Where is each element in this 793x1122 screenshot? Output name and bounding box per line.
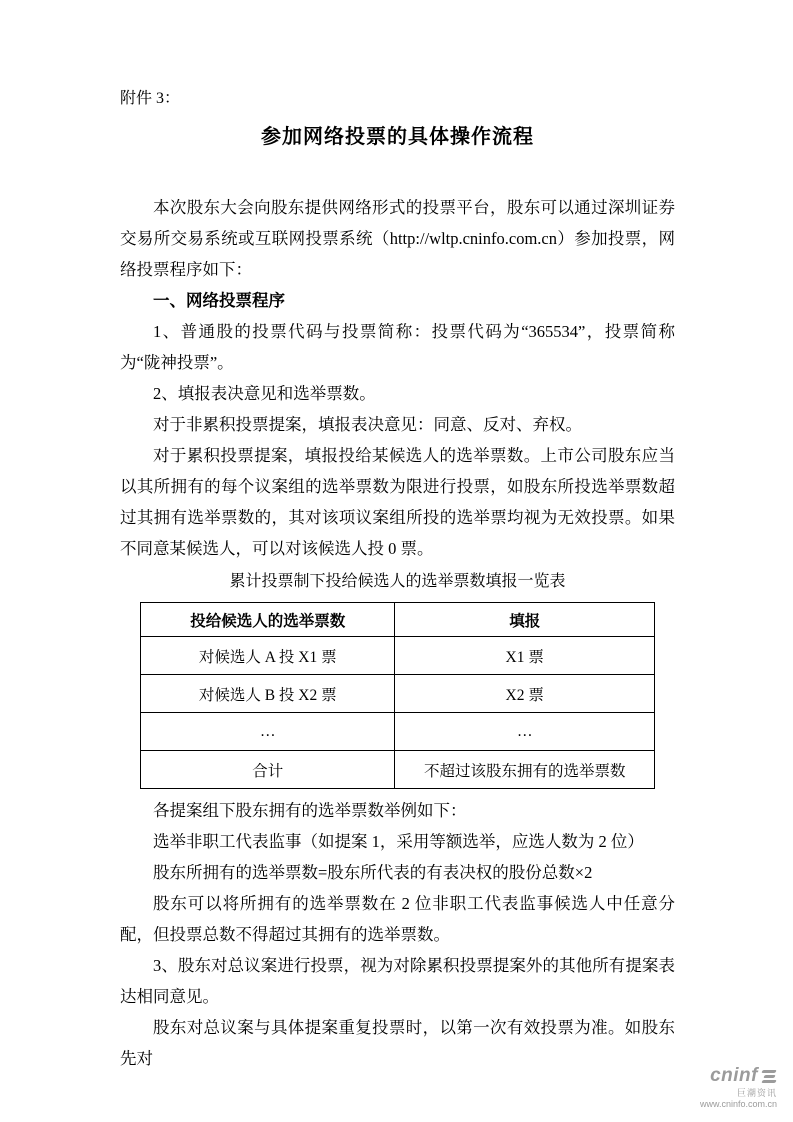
table-cell: 合计 — [141, 751, 395, 789]
table-row — [141, 713, 655, 751]
paragraph-general-proposal: 3、股东对总议案进行投票，视为对除累积投票提案外的其他所有提案表达相同意见。 — [120, 956, 675, 1006]
table-row — [141, 751, 655, 789]
paragraph-non-cumulative: 对于非累积投票提案，填报表决意见：同意、反对、弃权。 — [153, 415, 582, 434]
paragraph-example-formula: 股东所拥有的选举票数=股东所代表的有表决权的股份总数×2 — [153, 863, 593, 882]
table-cell: … — [395, 713, 655, 751]
cumulative-vote-table — [140, 602, 655, 789]
paragraph-fill-opinion: 2、填报表决意见和选举票数。 — [153, 384, 376, 403]
table-cell: 对候选人 B 投 X2 票 — [141, 675, 395, 713]
table-row — [141, 675, 655, 713]
cninfo-logo-text: cninf — [710, 1065, 758, 1087]
table-cell: 不超过该股东拥有的选举票数 — [395, 751, 655, 789]
table-cell: X2 票 — [395, 675, 655, 713]
section-heading-1: 一、网络投票程序 — [153, 291, 285, 310]
cninfo-logo-row — [667, 1066, 777, 1087]
cninfo-brand-cn: 巨潮资讯 — [736, 1088, 777, 1099]
paragraph-example-supervisor: 选举非职工代表监事（如提案 1，采用等额选举，应选人数为 2 位） — [153, 832, 644, 851]
paragraph-example-distribution: 股东可以将所拥有的选举票数在 2 位非职工代表监事候选人中任意分配，但投票总数不得超过其拥有的选举票数。 — [120, 894, 675, 944]
document-title: 参加网络投票的具体操作流程 — [261, 126, 534, 148]
table-header-cell: 投给候选人的选举票数 — [141, 603, 395, 637]
table-row — [141, 637, 655, 675]
cninfo-url: www.cninfo.com.cn — [699, 1099, 777, 1110]
paragraph-cumulative: 对于累积投票提案，填报投给某候选人的选举票数。上市公司股东应当以其所拥有的每个议案组的选举票数为限进行投票，如股东所投选举票数超过其拥有选举票数的，其对该项议案组所投的选举票均视为无效投票。如果不同意某候选人，可以对该候选人投 0 票。 — [120, 446, 675, 558]
paragraph-vote-code: 1、普通股的投票代码与投票简称：投票代码为“365534”，投票简称为“陇神投票”。 — [120, 322, 675, 372]
paragraph-duplicate-vote: 股东对总议案与具体提案重复投票时，以第一次有效投票为准。如股东先对 — [120, 1018, 675, 1068]
table-caption: 累计投票制下投给候选人的选举票数填报一览表 — [229, 573, 566, 590]
table-cell: X1 票 — [395, 637, 655, 675]
cninfo-logo — [667, 1066, 777, 1110]
paragraph-example-intro: 各提案组下股东拥有的选举票数举例如下： — [153, 801, 467, 820]
attachment-label: 附件 3： — [120, 90, 181, 107]
table-header-row — [141, 603, 655, 637]
cninfo-wave-icon — [761, 1069, 777, 1085]
table-cell: 对候选人 A 投 X1 票 — [141, 637, 395, 675]
intro-paragraph: 本次股东大会向股东提供网络形式的投票平台，股东可以通过深圳证券交易所交易系统或互联网投票系统（http://wltp.cninfo.com.cn）参加投票，网络投票程序如下： — [120, 198, 675, 279]
table-header-cell: 填报 — [395, 603, 655, 637]
table-cell: … — [141, 713, 395, 751]
